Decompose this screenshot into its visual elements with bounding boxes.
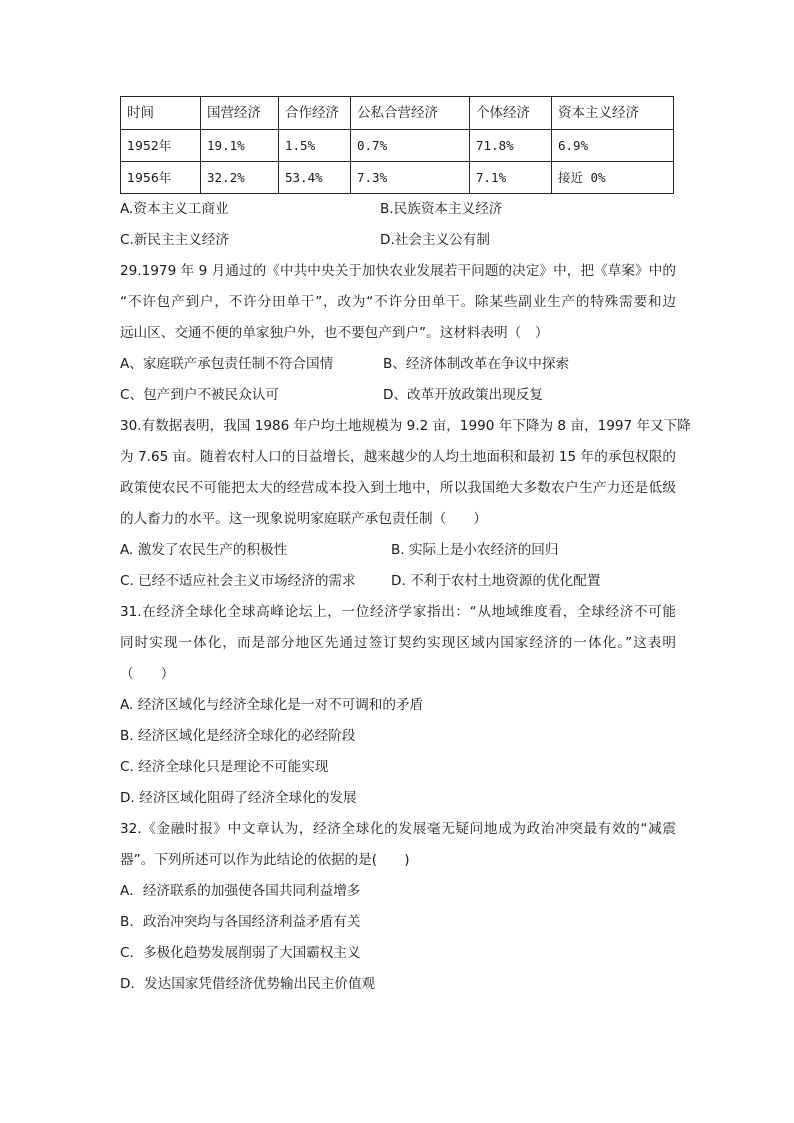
q32-option-b[interactable]: B．政治冲突均与各国经济利益矛盾有关 [120, 914, 361, 930]
table-cell: 接近 0% [552, 162, 674, 194]
table-header-cell: 合作经济 [279, 97, 351, 130]
q32-option-d[interactable]: D．发达国家凭借经济优势输出民主价值观 [120, 976, 376, 992]
table-cell: 32.2% [201, 162, 279, 194]
q29-option-b[interactable]: B、经济体制改革在争议中探索 [383, 356, 570, 372]
q31-option-c[interactable]: C. 经济全球化只是理论不可能实现 [120, 759, 329, 775]
q30-stem-line-2: 为 7.65 亩。随着农村人口的日益增长，越来越少的人均土地面积和最初 15 年的承包权限的 [120, 449, 676, 465]
q32-stem-line-1: 32.《金融时报》中文章认为，经济全球化的发展毫无疑问地成为政治冲突最有效的“减震 [120, 821, 676, 837]
q28-option-b[interactable]: B.民族资本主义经济 [380, 201, 503, 217]
q30-stem-line-3: 政策使农民不可能把太大的经营成本投入到土地中，所以我国绝大多数农户生产力还是低级 [120, 480, 676, 496]
table-cell: 53.4% [279, 162, 351, 194]
q32-option-a[interactable]: A．经济联系的加强使各国共同利益增多 [120, 883, 361, 899]
q30-stem-line-4: 的人畜力的水平。这一现象说明家庭联产承包责任制（ ） [120, 511, 488, 527]
table-cell: 19.1% [201, 130, 279, 162]
q30-option-d[interactable]: D. 不利于农村土地资源的优化配置 [391, 573, 601, 589]
q32-stem-line-2: 器”。下列所述可以作为此结论的依据的是( ) [120, 852, 410, 868]
q31-option-d[interactable]: D. 经济区域化阻碍了经济全球化的发展 [120, 790, 357, 806]
table-cell: 0.7% [351, 130, 470, 162]
q29-stem-line-1: 29.1979 年 9 月通过的《中共中央关于加快农业发展若干问题的决定》中，把《草案》中的 [120, 263, 676, 279]
q28-option-c[interactable]: C.新民主主义经济 [120, 232, 229, 248]
q31-stem-line-3: （ ） [120, 666, 175, 682]
q29-stem-line-3: 远山区、交通不便的单家独户外，也不要包产到户”。这材料表明（ ） [120, 325, 549, 341]
q30-option-b[interactable]: B. 实际上是小农经济的回归 [391, 542, 559, 558]
table-cell: 1956年 [121, 162, 201, 194]
table-header-cell: 个体经济 [470, 97, 552, 130]
q31-stem-line-1: 31.在经济全球化全球高峰论坛上，一位经济学家指出：“从地域维度看，全球经济不可能 [120, 604, 676, 620]
table-cell: 71.8% [470, 130, 552, 162]
table-cell: 1.5% [279, 130, 351, 162]
economy-share-table [120, 96, 674, 194]
table-header-cell: 资本主义经济 [552, 97, 674, 130]
q30-option-c[interactable]: C. 已经不适应社会主义市场经济的需求 [120, 573, 356, 589]
q31-option-a[interactable]: A. 经济区域化与经济全球化是一对不可调和的矛盾 [120, 697, 424, 713]
table-header-cell: 时间 [121, 97, 201, 130]
table-cell: 7.1% [470, 162, 552, 194]
table-cell: 1952年 [121, 130, 201, 162]
q29-option-a[interactable]: A、家庭联产承包责任制不符合国情 [120, 356, 334, 372]
q30-stem-line-1: 30.有数据表明，我国 1986 年户均土地规模为 9.2 亩，1990 年下降为 8 亩，1997 年又下降 [120, 418, 691, 434]
table-row [121, 162, 674, 194]
q28-option-a[interactable]: A.资本主义工商业 [120, 201, 229, 217]
table-cell: 6.9% [552, 130, 674, 162]
table-cell: 7.3% [351, 162, 470, 194]
table-row [121, 130, 674, 162]
table-header-row [121, 97, 674, 130]
q28-option-d[interactable]: D.社会主义公有制 [380, 232, 490, 248]
q32-option-c[interactable]: C．多极化趋势发展削弱了大国霸权主义 [120, 945, 361, 961]
q31-option-b[interactable]: B. 经济区域化是经济全球化的必经阶段 [120, 728, 356, 744]
q29-option-c[interactable]: C、包产到户不被民众认可 [120, 387, 280, 403]
q30-option-a[interactable]: A. 激发了农民生产的积极性 [120, 542, 288, 558]
q29-stem-line-2: “不许包产到户，不许分田单干”，改为“不许分田单干。除某些副业生产的特殊需要和边 [120, 294, 676, 310]
table-header-cell: 公私合营经济 [351, 97, 470, 130]
q29-option-d[interactable]: D、改革开放政策出现反复 [383, 387, 543, 403]
q31-stem-line-2: 同时实现一体化，而是部分地区先通过签订契约实现区域内国家经济的一体化。”这表明 [120, 635, 676, 651]
table-header-cell: 国营经济 [201, 97, 279, 130]
